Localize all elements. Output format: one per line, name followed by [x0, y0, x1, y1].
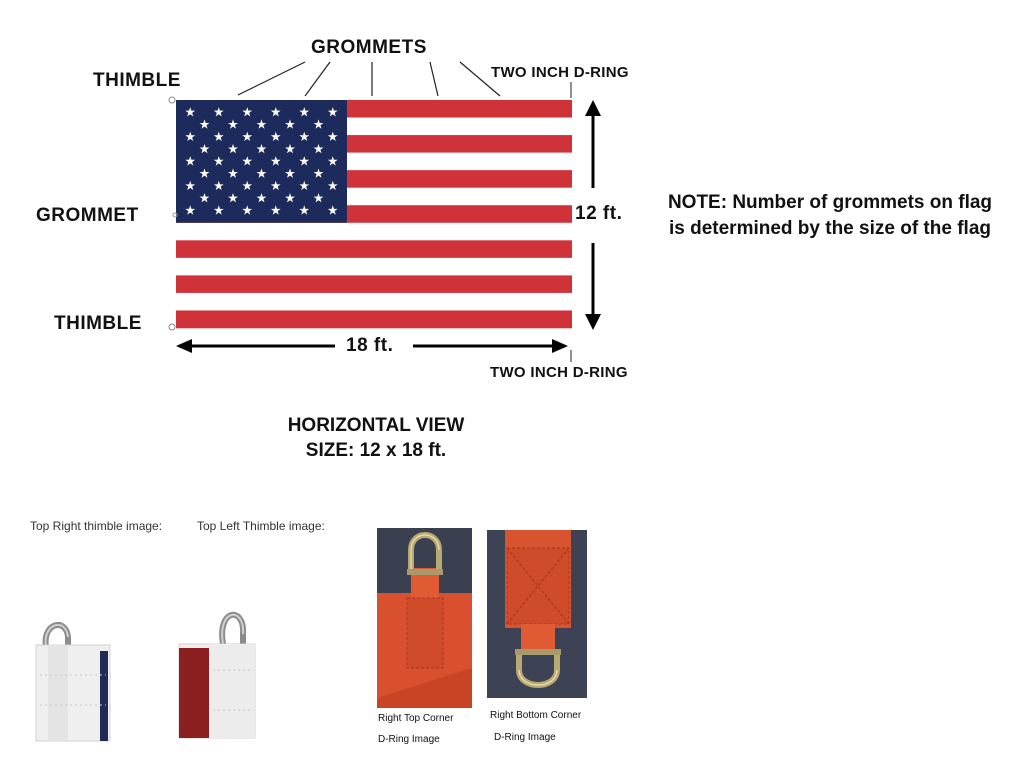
top-left-thimble-caption: Top Left Thimble image: [197, 519, 325, 533]
flag-stripe [176, 310, 572, 328]
flag-stripe [176, 258, 572, 276]
right-bottom-corner-caption-2: D-Ring Image [494, 732, 556, 743]
grommet-label: GROMMET [36, 205, 139, 226]
top-right-thimble-photo [32, 615, 122, 745]
right-bottom-corner-dring-photo [487, 530, 587, 698]
flag-stripe [176, 293, 572, 311]
view-title: HORIZONTAL VIEW [287, 415, 465, 436]
top-left-thimble-photo [177, 600, 257, 740]
dring-bottom-label: TWO INCH D-RING [490, 364, 628, 381]
dring-top-label: TWO INCH D-RING [491, 64, 629, 81]
right-top-corner-caption-2: D-Ring Image [378, 734, 440, 745]
grommets-label: GROMMETS [311, 37, 427, 58]
view-size: SIZE: 12 x 18 ft. [305, 439, 447, 461]
flag-stripe [176, 223, 572, 241]
right-top-corner-dring-photo [377, 528, 472, 708]
width-label: 18 ft. [346, 335, 394, 356]
top-right-thimble-caption: Top Right thimble image: [30, 519, 163, 533]
thimble-top-icon [169, 97, 175, 103]
flag-stripe [176, 240, 572, 258]
right-top-corner-caption-1: Right Top Corner [378, 713, 454, 724]
right-bottom-corner-caption-1: Right Bottom Corner [490, 710, 582, 721]
thimble-bottom-icon [169, 324, 175, 330]
view-caption [226, 414, 526, 463]
height-label: 12 ft. [575, 203, 623, 224]
grommet-note: NOTE: Number of grommets on flag is determined by the size of the flag [667, 192, 993, 239]
flag-stripe [176, 275, 572, 293]
thimble-top-label: THIMBLE [93, 70, 181, 91]
flag-canton [176, 100, 347, 223]
grommet-leader-lines [238, 62, 500, 96]
thimble-bottom-label: THIMBLE [54, 313, 142, 334]
